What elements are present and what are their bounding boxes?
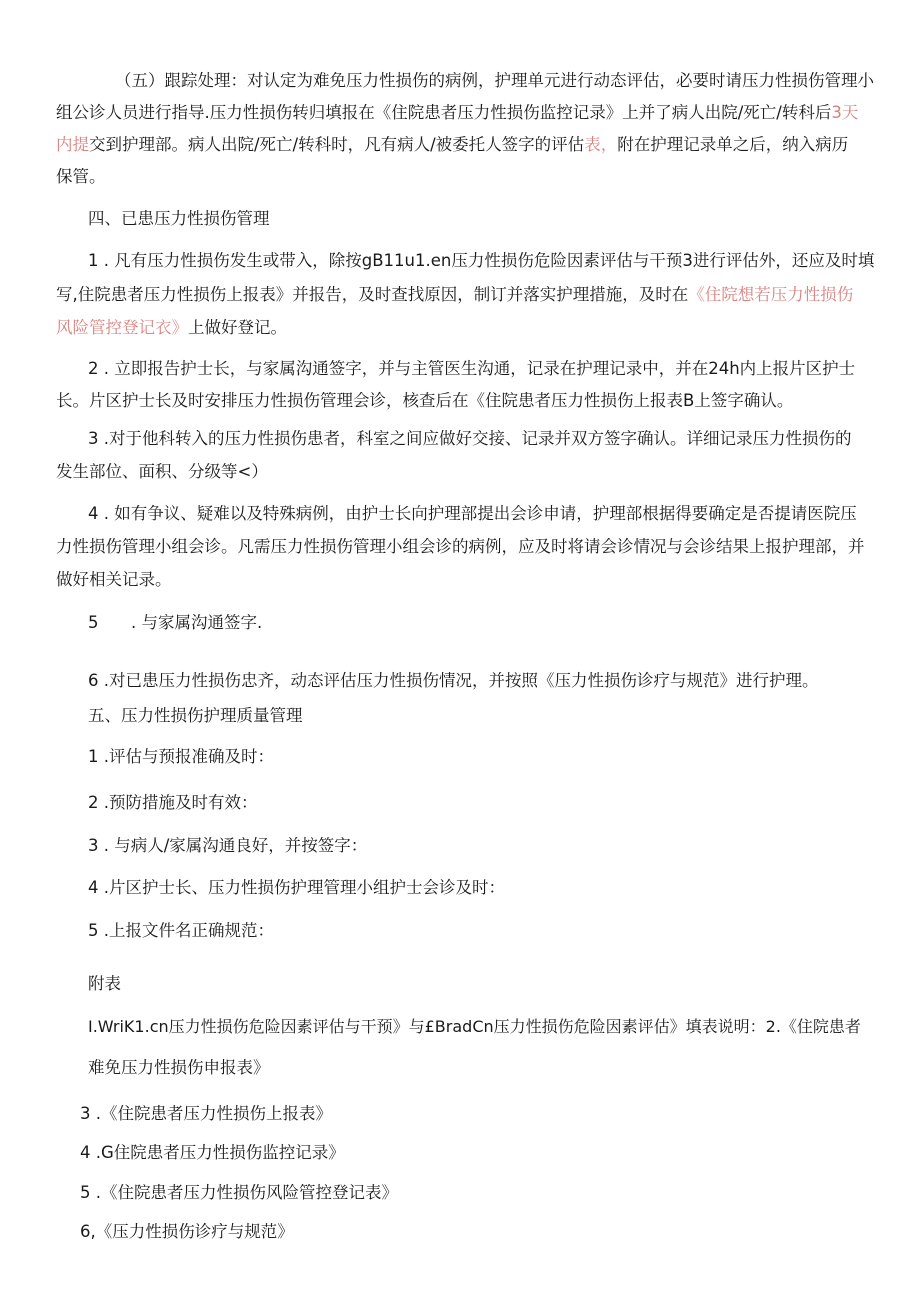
appendix-item-6: 6,《压力性损伤诊疗与规范》 — [80, 1222, 294, 1241]
s4-item-2-line-1: 2 . 立即报告护士长，与家属沟通签字，并与主管医生沟通，记录在护理记录中，并在24h内上报片区护士 — [88, 359, 856, 378]
s4-item-5-number: 5 — [88, 613, 99, 632]
s4-item-3-line-2: 发生部位、面积、分级等<） — [56, 462, 268, 481]
s4-item-4-line-1: 4 . 如有争议、疑难以及特殊病例，由护士长向护理部提出会诊申请，护理部根据得要确定是否提请医院压 — [88, 504, 857, 523]
para-5-line-3 — [56, 134, 848, 156]
para-5-line-2-red: 3天 — [831, 103, 859, 122]
para-5-line-3-red-2: 表， — [584, 135, 618, 154]
appendix-item-5: 5 .《住院患者压力性损伤风险管控登记表》 — [80, 1183, 398, 1202]
appendix-line-2: 难免压力性损伤申报表》 — [88, 1058, 270, 1077]
appendix-item-3: 3 .《住院患者压力性损伤上报表》 — [80, 1104, 332, 1123]
s4-item-1-line-3 — [56, 317, 287, 339]
s4-item-1-line-2-text: 写,住院患者压力性损伤上报表》并报告，及时查找原因，制订并落实护理措施，及时在 — [56, 285, 689, 304]
s4-item-1-line-1: 1 . 凡有压力性损伤发生或带入，除按gB11u1.en压力性损伤危险因素评估与干预3进行评估外，还应及时填 — [88, 251, 875, 270]
s4-item-1-line-3-red: 风险管控登记衣》 — [56, 318, 188, 337]
s4-item-3-line-1: 3 .对于他科转入的压力性损伤患者，科室之间应做好交接、记录并双方签字确认。详细记录压力性损伤的 — [88, 429, 852, 448]
s4-item-6: 6 .对已患压力性损伤忠齐，动态评估压力性损伤情况，并按照《压力性损伤诊疗与规范》进行护理。 — [88, 671, 819, 690]
s4-item-1-line-2 — [56, 284, 853, 306]
para-5-line-2-text: 组公诊人员进行指导.压力性损伤转归填报在《住院患者压力性损伤监控记录》上并了病人出院/死亡/转科后 — [56, 103, 832, 122]
para-5-line-3-red: 内提 — [56, 135, 89, 154]
para-5-line-3-text-b: 附在护理记录单之后，纳入病历 — [617, 135, 849, 154]
appendix-heading: 附表 — [88, 974, 121, 993]
section-5-heading: 五、压力性损伤护理质量管理 — [88, 706, 303, 725]
s5-item-4: 4 .片区护士长、压力性损伤护理管理小组护士会诊及时： — [88, 878, 505, 897]
s5-item-3: 3 . 与病人/家属沟通良好，并按签字： — [88, 836, 368, 855]
s5-item-5: 5 .上报文件名正确规范： — [88, 921, 274, 940]
para-5-line-2 — [56, 102, 858, 124]
s5-item-2: 2 .预防措施及时有效： — [88, 793, 258, 812]
para-5-line-3-text-a: 交到护理部。病人出院/死亡/转科时，凡有病人/被委托人签字的评估 — [89, 135, 585, 154]
appendix-item-4: 4 .G住院患者压力性损伤监控记录》 — [80, 1143, 345, 1162]
appendix-line-1: I.WriK1.cn压力性损伤危险因素评估与干预》与£BradCn压力性损伤危险因素评估》填表说明：2.《住院患者 — [88, 1017, 861, 1036]
para-5-line-4: 保管。 — [56, 167, 106, 186]
s4-item-2-line-2: 长。片区护士长及时安排压力性损伤管理会诊，核查后在《住院患者压力性损伤上报表B上签字确认。 — [56, 391, 794, 410]
section-4-heading: 四、已患压力性损伤管理 — [88, 209, 270, 228]
s4-item-1-line-3-text: 上做好登记。 — [188, 318, 287, 337]
s5-item-1: 1 .评估与预报准确及时： — [88, 747, 274, 766]
s4-item-5-text: . 与家属沟通签字. — [131, 613, 263, 632]
s4-item-4-line-2: 力性损伤管理小组会诊。凡需压力性损伤管理小组会诊的病例，应及时将请会诊情况与会诊结果上报护理部，并 — [56, 537, 865, 556]
s4-item-4-line-3: 做好相关记录。 — [56, 570, 172, 589]
s4-item-1-line-2-red: 《住院想若压力性损伤 — [688, 285, 854, 304]
para-5-line-1: （五）跟踪处理：对认定为难免压力性损伤的病例，护理单元进行动态评估，必要时请压力性损伤管理小 — [115, 71, 874, 90]
